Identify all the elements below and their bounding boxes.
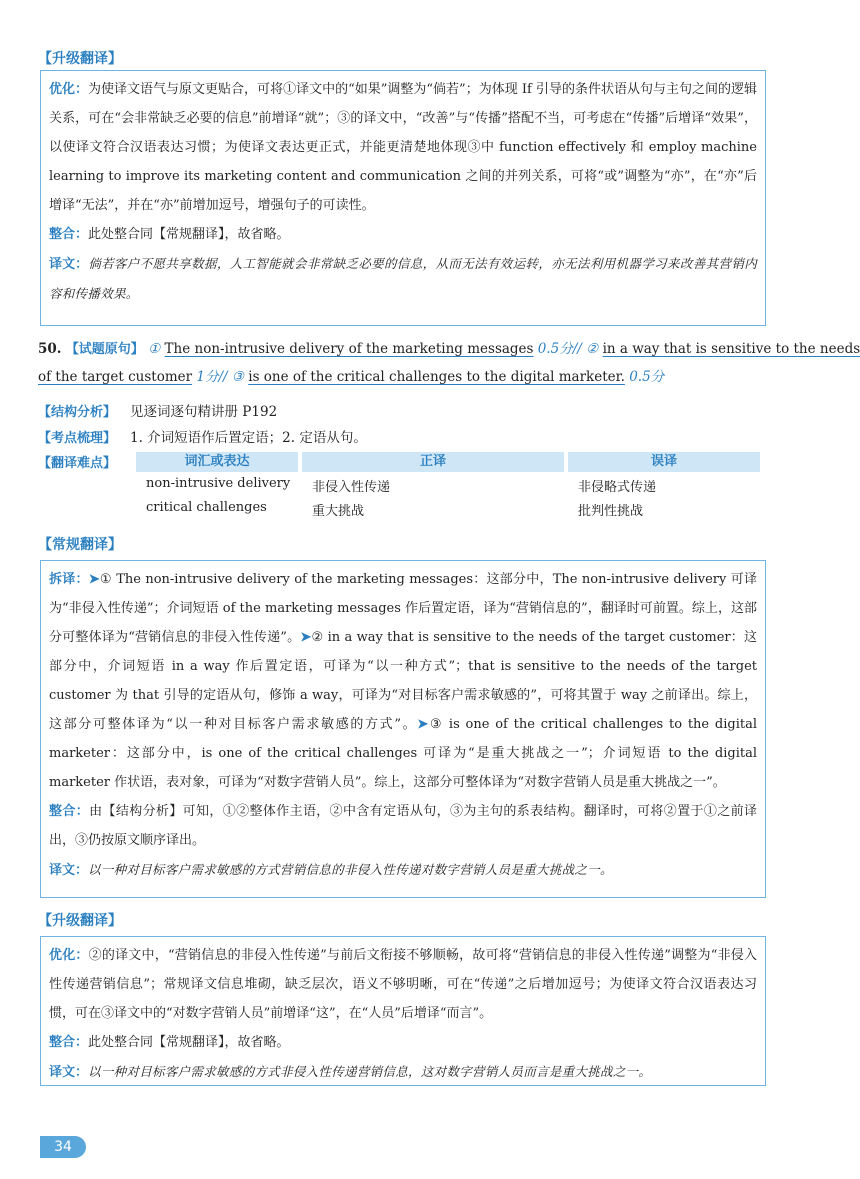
optimize-text: ②的译文中，“营销信息的非侵入性传递”与前后文衔接不够顺畅，故可将“营销信息的非侵入性传递”调整为“非侵入性传递营销信息”；常规译文信息堆砌，缺乏层次，语义不够明晰，可在“传递”之后增加逗号；为使译文符合汉语表达习惯，可在③译文中的“对数字营销人员”前增译“这”，在“人员”后增译“而言”。 [49, 948, 757, 1021]
segment-1: The non-intrusive delivery of the marketing messages [164, 341, 534, 357]
section-title-upgrade-2: 【升级翻译】 [38, 913, 122, 929]
optimize-paragraph [49, 941, 757, 1028]
integrate-label: 整合： [49, 1035, 89, 1050]
difficulty-tag: 【翻译难点】 [38, 456, 117, 471]
integrate-paragraph [49, 1028, 757, 1057]
translation-label: 译文： [49, 257, 89, 272]
split-part-1: ① The non-intrusive delivery of the marketing messages：这部分中，The non-intrusive delivery 可译为“非侵入性传递”；介词短语 of the marketing messages 作后置定语，译为“营销信息的”，翻译时可前置。综上，这部分可整体译为“营销信息的非侵入性传递”。 [49, 572, 757, 645]
split-label: 拆译： [49, 572, 89, 587]
integrate-label: 整合： [49, 804, 90, 819]
table-cell: 非侵入性传递 [312, 480, 391, 495]
structure-row [38, 400, 277, 420]
points-text: 1. 介词短语作后置定语；2. 定语从句。 [130, 430, 367, 446]
table-cell: 批判性挑战 [578, 504, 644, 519]
upgrade-translation-box-2 [40, 936, 766, 1086]
marker-3: ③ [231, 369, 244, 385]
section-title-upgrade-1: 【升级翻译】 [38, 51, 122, 67]
split-paragraph [49, 565, 757, 797]
marker-1: ① [148, 341, 161, 357]
integrate-text: 由【结构分析】可知，①②整体作主语，②中含有定语从句，③为主句的系表结构。翻译时，可将②置于①之前译出，③仍按原文顺序译出。 [49, 804, 757, 848]
integrate-paragraph [49, 797, 757, 855]
translation-label: 译文： [49, 863, 89, 878]
table-header-expression: 词汇或表达 [136, 452, 298, 472]
structure-tag: 【结构分析】 [38, 405, 117, 420]
arrow-icon: ➤ [88, 572, 100, 587]
question-line-2 [38, 364, 778, 390]
structure-text: 见逐词逐句精讲册 P192 [130, 404, 278, 420]
table-cell: critical challenges [146, 500, 267, 515]
translation-text: 以一种对目标客户需求敏感的方式非侵入性传递营销信息，这对数字营销人员而言是重大挑战之一。 [88, 1064, 652, 1079]
optimize-paragraph [49, 75, 757, 220]
upgrade-translation-box-1 [40, 70, 766, 326]
question-line-1 [38, 336, 860, 363]
score-2: 1分// [196, 369, 228, 385]
page-number: 34 [40, 1136, 86, 1158]
table-header-wrong: 误译 [568, 452, 760, 472]
integrate-paragraph [49, 220, 757, 249]
integrate-text: 此处整合同【常规翻译】，故省略。 [88, 1035, 290, 1050]
points-row [38, 426, 367, 446]
split-part-2: ② in a way that is sensitive to the needs of the target customer：这部分中，介词短语 in a way 作后置定语，可译为“以一种方式”；that is sensitive to the needs of the target customer 为 that 引导的定语从句，修饰 a way，可译为“对目标客户需求敏感的”，可将其置于 way 之前译出。综上，这部分可整体译为“以一种对目标客户需求敏感的方式”。 [49, 630, 758, 732]
translation-text: 以一种对目标客户需求敏感的方式营销信息的非侵入性传递对数字营销人员是重大挑战之一。 [88, 862, 613, 877]
table-cell: 重大挑战 [312, 504, 365, 519]
score-3: 0.5分 [629, 369, 665, 385]
question-tag: 【试题原句】 [65, 342, 144, 357]
marker-2: ② [586, 341, 599, 357]
section-title-regular: 【常规翻译】 [38, 537, 122, 553]
arrow-icon: ➤ [417, 717, 429, 732]
table-cell: non-intrusive delivery [146, 476, 291, 491]
table-cell: 非侵略式传递 [578, 480, 657, 495]
integrate-label: 整合： [49, 227, 89, 242]
integrate-text: 此处整合同【常规翻译】，故省略。 [88, 227, 290, 242]
optimize-label: 优化： [49, 82, 89, 97]
translation-paragraph [49, 1057, 757, 1087]
difficulty-row [38, 452, 130, 471]
optimize-text: 为使译文语气与原文更贴合，可将①译文中的“如果”调整为“倘若”；为体现 If 引导的条件状语从句与主句之间的逻辑关系，可在“会非常缺乏必要的信息”前增译“就”；③的译文中，“改善”与“传播”搭配不当，可考虑在“传播”后增译“效果”，以使译文符合汉语表达习惯；为使译文表达更正式，并能更清楚地体现③中 function effectively 和 employ machine learning to improve its marketing content and communication 之间的并列关系，可将“或”调整为“亦”，在“亦”后增译“无法”，并在“亦”前增加逗号，增强句子的可读性。 [49, 82, 757, 213]
arrow-icon: ➤ [300, 630, 312, 645]
split-part-3: ③ is one of the critical challenges to the digital marketer：这部分中，is one of the critical challenges 可译为“是重大挑战之一”；介词短语 to the digital marketer 作状语，表对象，可译为“对数字营销人员”。综上，这部分可整体译为“对数字营销人员是重大挑战之一”。 [49, 717, 757, 790]
translation-paragraph [49, 249, 757, 309]
table-header-correct: 正译 [302, 452, 564, 472]
translation-text: 倘若客户不愿共享数据，人工智能就会非常缺乏必要的信息，从而无法有效运转，亦无法利用机器学习来改善其营销内容和传播效果。 [49, 256, 757, 301]
segment-3: is one of the critical challenges to the digital marketer. [248, 369, 625, 385]
translation-label: 译文： [49, 1065, 89, 1080]
segment-2a: in a way that is sensitive to the needs [602, 341, 860, 357]
regular-translation-box [40, 560, 766, 898]
segment-2b: of the target customer [38, 369, 193, 385]
translation-paragraph [49, 855, 757, 885]
optimize-label: 优化： [49, 948, 89, 963]
score-1: 0.5分// [537, 341, 582, 357]
question-number: 50. [38, 341, 62, 357]
points-tag: 【考点梳理】 [38, 431, 117, 446]
